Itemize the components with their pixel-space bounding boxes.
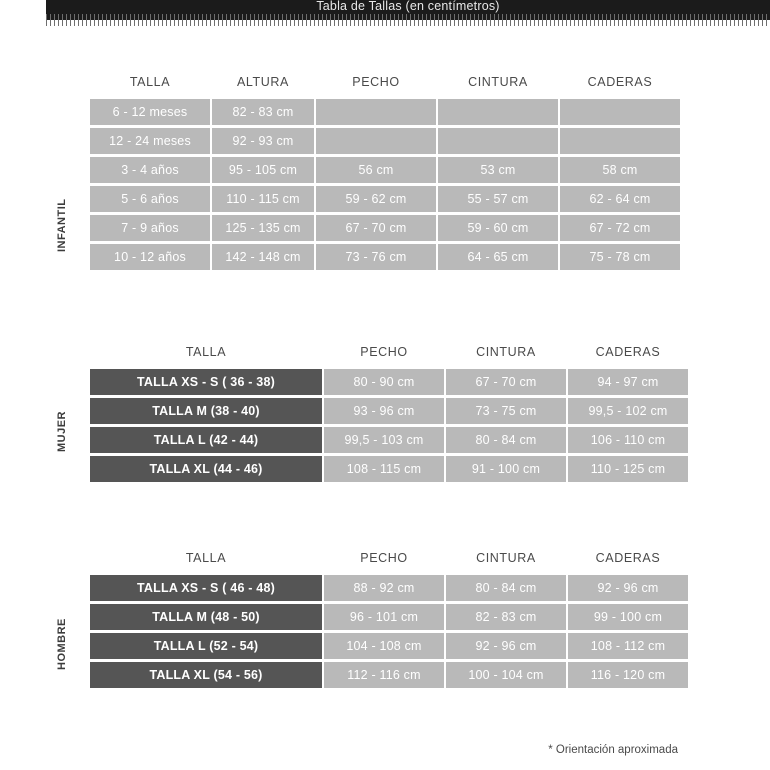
column-header: CINTURA — [476, 551, 536, 565]
value-cell: 55 - 57 cm — [438, 186, 558, 212]
value-cell: 99 - 100 cm — [568, 604, 688, 630]
size-cell: 10 - 12 años — [90, 244, 210, 270]
size-cell: 6 - 12 meses — [90, 99, 210, 125]
value-cell: 100 - 104 cm — [446, 662, 566, 688]
table-row — [90, 99, 680, 125]
column-header: PECHO — [360, 551, 408, 565]
value-cell: 59 - 60 cm — [438, 215, 558, 241]
column-header: CINTURA — [468, 75, 528, 89]
value-cell: 58 cm — [560, 157, 680, 183]
table-hombre — [88, 544, 690, 691]
value-cell — [560, 99, 680, 125]
size-cell: TALLA XS - S ( 36 - 38) — [90, 369, 322, 395]
value-cell: 108 - 115 cm — [324, 456, 444, 482]
value-cell: 110 - 125 cm — [568, 456, 688, 482]
value-cell: 59 - 62 cm — [316, 186, 436, 212]
value-cell: 116 - 120 cm — [568, 662, 688, 688]
table-row — [90, 157, 680, 183]
size-cell: 5 - 6 años — [90, 186, 210, 212]
value-cell — [438, 128, 558, 154]
value-cell: 88 - 92 cm — [324, 575, 444, 601]
value-cell: 75 - 78 cm — [560, 244, 680, 270]
section-label-infantil: INFANTIL — [56, 198, 68, 252]
size-cell: 7 - 9 años — [90, 215, 210, 241]
value-cell: 93 - 96 cm — [324, 398, 444, 424]
table-row — [90, 186, 680, 212]
value-cell — [560, 128, 680, 154]
table-row — [90, 604, 688, 630]
table-row — [90, 575, 688, 601]
table-row — [90, 215, 680, 241]
value-cell: 112 - 116 cm — [324, 662, 444, 688]
table-mujer — [88, 338, 690, 485]
value-cell: 92 - 93 cm — [212, 128, 314, 154]
value-cell — [438, 99, 558, 125]
table-row — [90, 633, 688, 659]
table-row — [90, 244, 680, 270]
column-header: CADERAS — [595, 551, 661, 565]
value-cell: 73 - 75 cm — [446, 398, 566, 424]
column-header: TALLA — [185, 551, 227, 565]
column-header: PECHO — [360, 345, 408, 359]
value-cell: 67 - 72 cm — [560, 215, 680, 241]
value-cell: 56 cm — [316, 157, 436, 183]
table-row — [90, 369, 688, 395]
column-header: TALLA — [129, 75, 171, 89]
table-infantil — [88, 68, 682, 273]
size-cell: TALLA XL (44 - 46) — [90, 456, 322, 482]
value-cell: 80 - 84 cm — [446, 427, 566, 453]
size-cell: TALLA L (52 - 54) — [90, 633, 322, 659]
table-header-row — [90, 341, 688, 366]
value-cell: 106 - 110 cm — [568, 427, 688, 453]
ruler-tick — [766, 14, 770, 26]
column-header: TALLA — [185, 345, 227, 359]
value-cell: 108 - 112 cm — [568, 633, 688, 659]
table-row — [90, 398, 688, 424]
value-cell: 64 - 65 cm — [438, 244, 558, 270]
value-cell: 91 - 100 cm — [446, 456, 566, 482]
value-cell: 53 cm — [438, 157, 558, 183]
value-cell: 67 - 70 cm — [316, 215, 436, 241]
value-cell: 92 - 96 cm — [568, 575, 688, 601]
table-row — [90, 427, 688, 453]
value-cell — [316, 99, 436, 125]
value-cell: 110 - 115 cm — [212, 186, 314, 212]
footnote: * Orientación aproximada — [548, 744, 678, 756]
size-cell: TALLA XL (54 - 56) — [90, 662, 322, 688]
section-label-mujer: MUJER — [56, 410, 68, 452]
table-row — [90, 456, 688, 482]
value-cell: 142 - 148 cm — [212, 244, 314, 270]
value-cell: 104 - 108 cm — [324, 633, 444, 659]
table-header-row — [90, 547, 688, 572]
value-cell: 82 - 83 cm — [212, 99, 314, 125]
section-label-hombre: HOMBRE — [56, 618, 68, 670]
table-row — [90, 128, 680, 154]
value-cell: 99,5 - 102 cm — [568, 398, 688, 424]
column-header: CADERAS — [587, 75, 653, 89]
column-header: CINTURA — [476, 345, 536, 359]
value-cell: 95 - 105 cm — [212, 157, 314, 183]
size-cell: TALLA L (42 - 44) — [90, 427, 322, 453]
value-cell: 80 - 84 cm — [446, 575, 566, 601]
table-header-row — [90, 71, 680, 96]
table-row — [90, 662, 688, 688]
value-cell: 99,5 - 103 cm — [324, 427, 444, 453]
value-cell: 73 - 76 cm — [316, 244, 436, 270]
size-cell: 12 - 24 meses — [90, 128, 210, 154]
value-cell: 67 - 70 cm — [446, 369, 566, 395]
column-header: PECHO — [352, 75, 400, 89]
size-cell: TALLA M (38 - 40) — [90, 398, 322, 424]
size-cell: 3 - 4 años — [90, 157, 210, 183]
value-cell: 82 - 83 cm — [446, 604, 566, 630]
column-header: ALTURA — [237, 75, 289, 89]
value-cell: 92 - 96 cm — [446, 633, 566, 659]
value-cell: 62 - 64 cm — [560, 186, 680, 212]
value-cell: 94 - 97 cm — [568, 369, 688, 395]
banner-title: Tabla de Tallas (en centímetros) — [316, 0, 500, 13]
size-cell: TALLA XS - S ( 46 - 48) — [90, 575, 322, 601]
value-cell: 80 - 90 cm — [324, 369, 444, 395]
ruler-decoration — [46, 14, 770, 26]
size-cell: TALLA M (48 - 50) — [90, 604, 322, 630]
value-cell — [316, 128, 436, 154]
value-cell: 96 - 101 cm — [324, 604, 444, 630]
column-header: CADERAS — [595, 345, 661, 359]
value-cell: 125 - 135 cm — [212, 215, 314, 241]
